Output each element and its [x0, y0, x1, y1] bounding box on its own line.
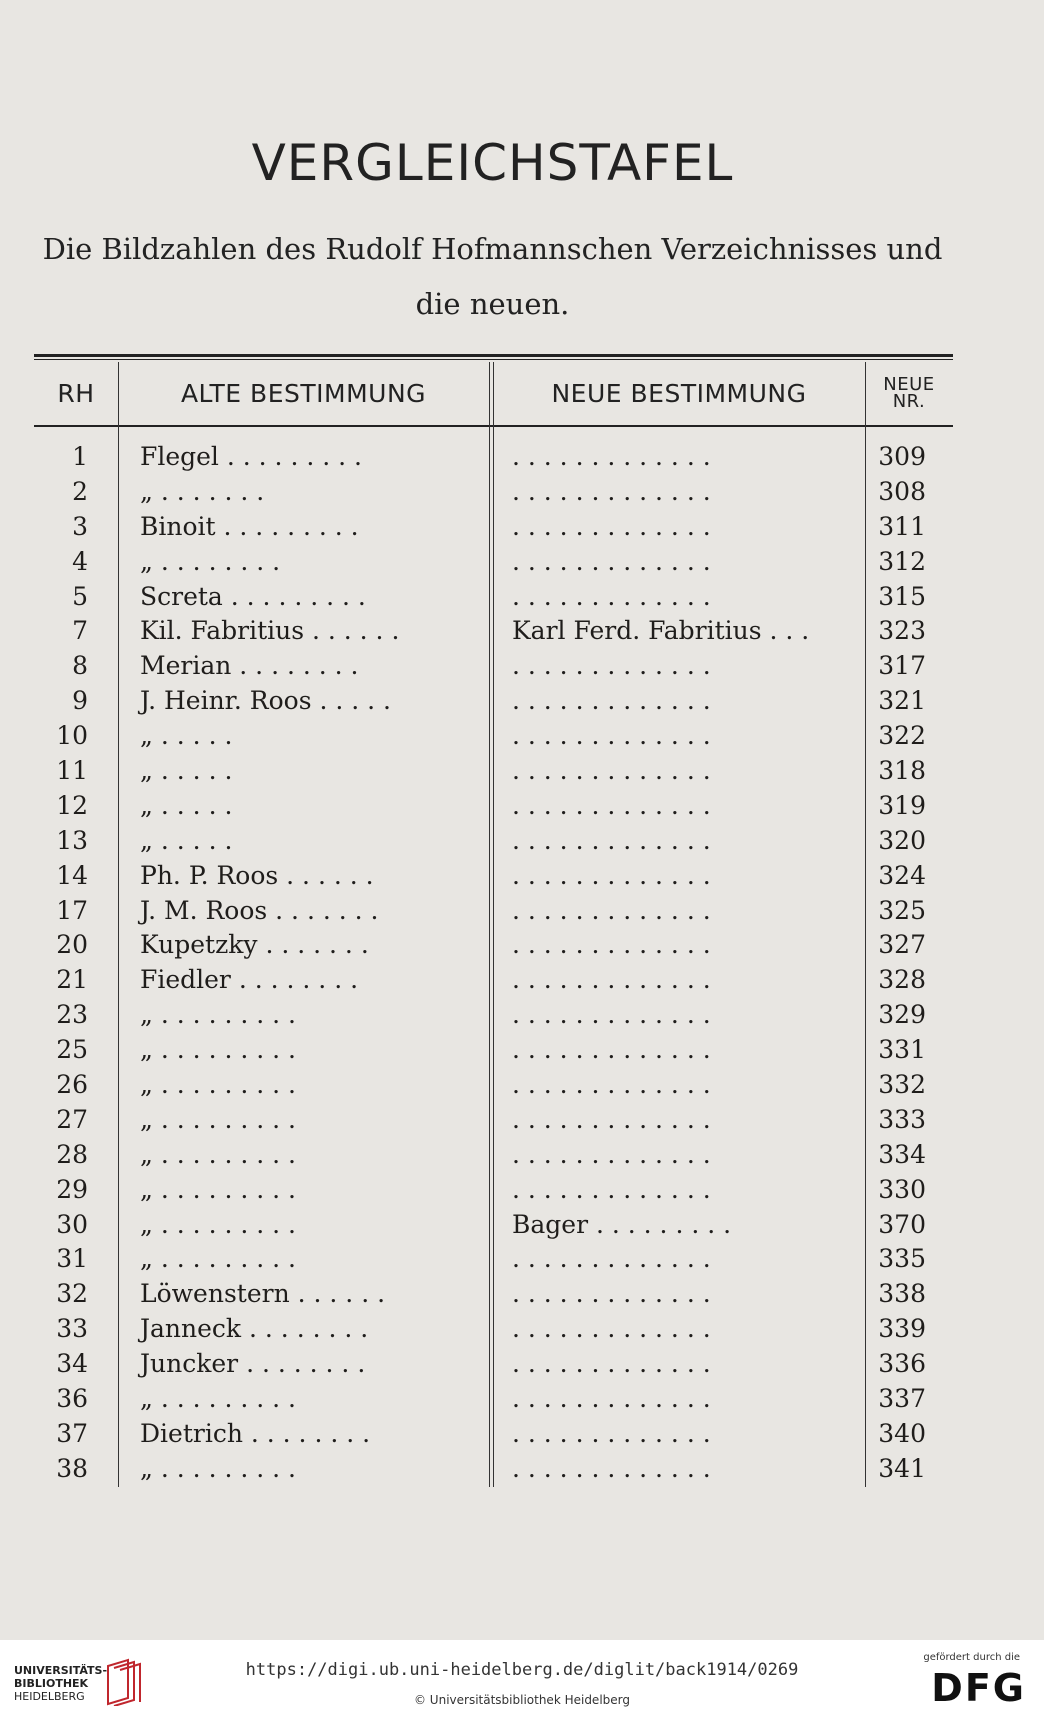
cell-nr: 332	[878, 1070, 926, 1100]
cell-neue: . . . . . . . . . . . . .	[512, 442, 711, 471]
cell-rh: 36	[56, 1384, 88, 1414]
cell-neue: . . . . . . . . . . . . .	[512, 1349, 711, 1379]
cell-nr: 339	[878, 1314, 926, 1344]
cell-nr: 318	[878, 756, 926, 786]
cell-rh: 20	[56, 930, 88, 960]
table-row	[0, 721, 1044, 756]
table-row	[0, 1454, 1044, 1489]
cell-neue: . . . . . . . . . . . . .	[512, 825, 711, 855]
cell-nr: 335	[878, 1244, 926, 1274]
funding-note: gefördert durch die	[923, 1652, 1020, 1663]
cell-rh: 14	[56, 860, 88, 890]
cell-alte: „ . . . . . . . . .	[140, 1174, 296, 1204]
cell-neue: . . . . . . . . . . . . .	[512, 895, 711, 925]
table-row	[0, 1419, 1044, 1454]
table-row	[0, 1349, 1044, 1384]
viewer-footer	[0, 1640, 1044, 1718]
cell-rh: 11	[56, 756, 88, 786]
cell-neue: . . . . . . . . . . . . .	[512, 581, 711, 611]
cell-nr: 319	[878, 790, 926, 820]
column-header-rh: RH	[57, 378, 95, 408]
cell-nr: 312	[878, 546, 926, 576]
cell-rh: 2	[72, 476, 88, 506]
page-subtitle	[30, 222, 955, 332]
cell-rh: 32	[56, 1279, 88, 1309]
cell-neue: . . . . . . . . . . . . .	[512, 546, 711, 576]
cell-nr: 338	[878, 1279, 926, 1309]
cell-rh: 8	[72, 651, 88, 681]
cell-neue: . . . . . . . . . . . . .	[512, 1174, 711, 1204]
cell-nr: 334	[878, 1139, 926, 1169]
cell-neue: . . . . . . . . . . . . .	[512, 1279, 711, 1309]
cell-alte: Binoit . . . . . . . . .	[140, 511, 359, 541]
table-row	[0, 826, 1044, 861]
cell-nr: 323	[878, 616, 926, 646]
table-body	[0, 442, 1044, 1489]
cell-nr: 311	[878, 511, 926, 541]
cell-neue: Bager . . . . . . . . .	[512, 1209, 732, 1239]
cell-rh: 4	[72, 546, 88, 576]
cell-rh: 17	[56, 895, 88, 925]
cell-alte: „ . . . . . . . . .	[140, 1384, 296, 1414]
table-row	[0, 896, 1044, 931]
table-row	[0, 547, 1044, 582]
table-row	[0, 1244, 1044, 1279]
cell-neue: . . . . . . . . . . . . .	[512, 1244, 711, 1274]
cell-neue: . . . . . . . . . . . . .	[512, 930, 711, 960]
cell-alte: Juncker . . . . . . . .	[140, 1349, 366, 1379]
cell-alte: Fiedler . . . . . . . .	[140, 965, 359, 995]
cell-alte: „ . . . . . . . . .	[140, 1139, 296, 1169]
cell-alte: Screta . . . . . . . . .	[140, 581, 366, 611]
table-top-rule-thin	[34, 359, 953, 360]
cell-rh: 31	[56, 1244, 88, 1274]
table-row	[0, 1210, 1044, 1245]
cell-rh: 37	[56, 1418, 88, 1448]
page-title: VERGLEICHSTAFEL	[251, 134, 734, 192]
table-row	[0, 686, 1044, 721]
cell-alte: „ . . . . . . . . .	[140, 1035, 296, 1065]
table-row	[0, 756, 1044, 791]
cell-neue: . . . . . . . . . . . . .	[512, 1139, 711, 1169]
table-row	[0, 1105, 1044, 1140]
cell-rh: 1	[72, 442, 88, 471]
cell-neue: . . . . . . . . . . . . .	[512, 1104, 711, 1134]
cell-rh: 28	[56, 1139, 88, 1169]
table-row	[0, 930, 1044, 965]
column-header-nr-bottom: NR.	[892, 391, 926, 412]
cell-rh: 12	[56, 790, 88, 820]
cell-alte: „ . . . . .	[140, 825, 233, 855]
cell-alte: J. M. Roos . . . . . . .	[140, 895, 379, 925]
cell-neue: . . . . . . . . . . . . .	[512, 1384, 711, 1414]
cell-nr: 370	[878, 1209, 926, 1239]
library-name-line-1: UNIVERSITÄTS-	[14, 1664, 108, 1677]
cell-alte: „ . . . . . . . . .	[140, 1000, 296, 1030]
table-row	[0, 1140, 1044, 1175]
cell-nr: 341	[878, 1453, 926, 1483]
cell-rh: 9	[72, 686, 88, 716]
cell-nr: 330	[878, 1174, 926, 1204]
cell-alte: J. Heinr. Roos . . . . .	[140, 686, 391, 716]
cell-nr: 327	[878, 930, 926, 960]
cell-nr: 336	[878, 1349, 926, 1379]
cell-rh: 30	[56, 1209, 88, 1239]
library-name-line-2: BIBLIOTHEK	[14, 1677, 89, 1690]
table-row	[0, 965, 1044, 1000]
cell-alte: Löwenstern . . . . . .	[140, 1279, 386, 1309]
cell-rh: 23	[56, 1000, 88, 1030]
cell-nr: 340	[878, 1418, 926, 1448]
cell-neue: . . . . . . . . . . . . .	[512, 756, 711, 786]
cell-alte: „ . . . . . . . . .	[140, 1244, 296, 1274]
cell-nr: 320	[878, 825, 926, 855]
table-row	[0, 616, 1044, 651]
cell-nr: 337	[878, 1384, 926, 1414]
cell-nr: 324	[878, 860, 926, 890]
cell-rh: 5	[72, 581, 88, 611]
column-header-nr	[865, 362, 953, 424]
cell-alte: „ . . . . . . . . .	[140, 1453, 296, 1483]
cell-rh: 7	[72, 616, 88, 646]
table-row	[0, 791, 1044, 826]
cell-neue: . . . . . . . . . . . . .	[512, 1453, 711, 1483]
cell-alte: „ . . . . . . . . .	[140, 1070, 296, 1100]
cell-alte: „ . . . . . . . . .	[140, 1209, 296, 1239]
cell-rh: 27	[56, 1104, 88, 1134]
cell-alte: Flegel . . . . . . . . .	[140, 442, 362, 471]
cell-alte: Merian . . . . . . . .	[140, 651, 359, 681]
table-row	[0, 477, 1044, 512]
cell-nr: 331	[878, 1035, 926, 1065]
permalink-url[interactable]: https://digi.ub.uni-heidelberg.de/diglit/back1914/0269	[245, 1660, 799, 1680]
table-row	[0, 1384, 1044, 1419]
cell-neue: . . . . . . . . . . . . .	[512, 1000, 711, 1030]
cell-rh: 10	[56, 721, 88, 751]
cell-alte: Kil. Fabritius . . . . . .	[140, 616, 400, 646]
copyright-notice: © Universitätsbibliothek Heidelberg	[413, 1693, 630, 1707]
cell-nr: 308	[878, 476, 926, 506]
column-header-nr-top: NEUE	[883, 374, 935, 395]
cell-alte: Janneck . . . . . . . .	[140, 1314, 369, 1344]
cell-nr: 329	[878, 1000, 926, 1030]
cell-alte: Dietrich . . . . . . . .	[140, 1418, 371, 1448]
cell-neue: . . . . . . . . . . . . .	[512, 511, 711, 541]
cell-neue: . . . . . . . . . . . . .	[512, 1070, 711, 1100]
cell-rh: 13	[56, 825, 88, 855]
dfg-logo[interactable]: DFG	[931, 1666, 1026, 1710]
subtitle-line-1: Die Bildzahlen des Rudolf Hofmannschen Verzeichnisses und	[42, 232, 943, 266]
cell-rh: 21	[56, 965, 88, 995]
cell-neue: . . . . . . . . . . . . .	[512, 1314, 711, 1344]
table-row	[0, 512, 1044, 547]
table-row	[0, 582, 1044, 617]
cell-neue: . . . . . . . . . . . . .	[512, 965, 711, 995]
cell-neue: . . . . . . . . . . . . .	[512, 651, 711, 681]
cell-rh: 3	[72, 511, 88, 541]
cell-neue: . . . . . . . . . . . . .	[512, 860, 711, 890]
cell-neue: . . . . . . . . . . . . .	[512, 1418, 711, 1448]
cell-nr: 328	[878, 965, 926, 995]
cell-neue: . . . . . . . . . . . . .	[512, 686, 711, 716]
table-row	[0, 1175, 1044, 1210]
cell-neue: . . . . . . . . . . . . .	[512, 721, 711, 751]
cell-nr: 322	[878, 721, 926, 751]
cell-alte: „ . . . . . . .	[140, 476, 265, 506]
cell-nr: 321	[878, 686, 926, 716]
table-row	[0, 1314, 1044, 1349]
cell-alte: „ . . . . .	[140, 756, 233, 786]
cell-alte: Ph. P. Roos . . . . . .	[140, 860, 374, 890]
cell-alte: „ . . . . .	[140, 790, 233, 820]
cell-alte: Kupetzky . . . . . . .	[140, 930, 369, 960]
cell-rh: 33	[56, 1314, 88, 1344]
table-row	[0, 651, 1044, 686]
subtitle-line-2: die neuen.	[415, 287, 570, 321]
cell-neue: . . . . . . . . . . . . .	[512, 476, 711, 506]
cell-nr: 309	[878, 442, 926, 471]
cell-neue: . . . . . . . . . . . . .	[512, 790, 711, 820]
table-row	[0, 1070, 1044, 1105]
cell-neue: . . . . . . . . . . . . .	[512, 1035, 711, 1065]
table-row	[0, 861, 1044, 896]
cell-rh: 25	[56, 1035, 88, 1065]
column-header-alte: ALTE BESTIMMUNG	[180, 378, 427, 408]
cell-nr: 317	[878, 651, 926, 681]
cell-alte: „ . . . . . . . . .	[140, 1104, 296, 1134]
cell-rh: 34	[56, 1349, 88, 1379]
cell-alte: „ . . . . . . . .	[140, 546, 281, 576]
table-top-rule	[34, 354, 953, 357]
column-header-neue: NEUE BESTIMMUNG	[551, 378, 807, 408]
cell-rh: 26	[56, 1070, 88, 1100]
table-row	[0, 1035, 1044, 1070]
table-row	[0, 1279, 1044, 1314]
cell-nr: 325	[878, 895, 926, 925]
library-name-line-3: HEIDELBERG	[14, 1690, 85, 1703]
cell-rh: 29	[56, 1174, 88, 1204]
cell-nr: 315	[878, 581, 926, 611]
cell-neue: Karl Ferd. Fabritius . . .	[512, 616, 810, 646]
cell-rh: 38	[56, 1453, 88, 1483]
table-row	[0, 442, 1044, 477]
cell-alte: „ . . . . .	[140, 721, 233, 751]
cell-nr: 333	[878, 1104, 926, 1134]
table-row	[0, 1000, 1044, 1035]
